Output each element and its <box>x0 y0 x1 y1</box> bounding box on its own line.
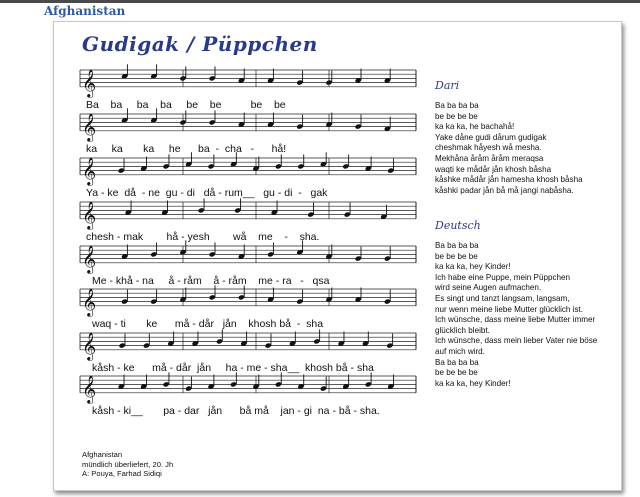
lyric-line-1: Ba ba ba ba be be be be <box>86 99 286 111</box>
treble-clef-icon: 𝄞 <box>82 287 97 316</box>
deutsch-line: nur wenn meine liebe Mutter glücklich ist. <box>435 304 584 314</box>
deutsch-line: Ich wünsche, dass mein lieber Vater nie böse <box>435 336 598 346</box>
dari-line: ka ka ka, he bachahå! <box>435 122 515 132</box>
footer-line: A: Pouya, Farhad Sidiqi <box>82 469 162 479</box>
deutsch-line: be be be be <box>435 251 478 261</box>
treble-clef-icon: 𝄞 <box>82 374 97 403</box>
dari-line: be be be be <box>435 111 478 121</box>
treble-clef-icon: 𝄞 <box>82 112 97 141</box>
lyric-line-7: kåsh - ke må - dår jån ha - me - sha__ khosh bå - sha <box>92 362 374 374</box>
deutsch-line: Ba ba ba ba <box>435 241 479 250</box>
treble-clef-icon: 𝄞 <box>82 68 97 97</box>
lyric-line-6: waq - ti ke må - dår jån khosh bå - sha <box>92 318 324 330</box>
deutsch-line: ka ka ka, hey Kinder! <box>435 262 511 272</box>
deutsch-line: Ich habe eine Puppe, mein Püppchen <box>435 272 570 282</box>
treble-clef-icon: 𝄞 <box>82 156 97 185</box>
dari-line: Ba ba ba ba <box>435 101 479 110</box>
dari-lyrics <box>435 101 583 196</box>
lyric-line-4: chesh - mak hå - yesh wå me - sha. <box>86 231 320 243</box>
deutsch-lyrics <box>435 241 597 389</box>
dari-line: cheshmak håyesh wå mesha. <box>435 143 542 153</box>
deutsch-line: Es singt und tanzt langsam, langsam, <box>435 293 570 303</box>
deutsch-line: auf mich wird. <box>435 346 485 356</box>
footer-line: mündlich überliefert, 20. Jh <box>82 459 174 469</box>
deutsch-line: be be be be <box>435 368 478 378</box>
treble-clef-icon: 𝄞 <box>82 244 97 273</box>
treble-clef-icon: 𝄞 <box>82 200 97 229</box>
deutsch-line: ka ka ka, hey Kinder! <box>435 378 511 388</box>
dari-heading: Dari <box>435 79 460 92</box>
dari-line: waqti ke mådår jån khosh båsha <box>435 164 552 174</box>
top-bar <box>0 0 640 3</box>
deutsch-heading: Deutsch <box>435 219 481 232</box>
dari-line: kåshki padar jån bå må jangi nabåsha. <box>435 185 574 195</box>
deutsch-line: wird seine Augen aufmachen. <box>435 283 542 293</box>
lyric-line-5: Me - khå - na å - råm å - råm me - ra - qsa <box>92 275 330 287</box>
treble-clef-icon: 𝄞 <box>82 331 97 360</box>
dari-line: kåshke mådår jån hamesha khosh båsha <box>435 175 583 185</box>
lyric-line-8: kåsh - ki__ pa - dar jån bå må jan - gi na - bå - sha. <box>92 405 380 417</box>
song-title: Gudigak / Püppchen <box>82 32 318 56</box>
sheet-music-page <box>53 21 622 491</box>
document-header-title: Afghanistan <box>44 4 126 18</box>
dari-line: Mekhåna åråm åråm meraqsa <box>435 153 544 163</box>
source-footer <box>82 450 173 479</box>
deutsch-line: Ba ba ba ba <box>435 357 479 367</box>
footer-line: Afghanistan <box>82 450 123 459</box>
deutsch-line: glücklich bleibt. <box>435 325 490 335</box>
dari-line: Yake dåne gudi dårum gudigak <box>435 132 547 142</box>
deutsch-line: Ich wünsche, dass meine liebe Mutter immer <box>435 315 596 325</box>
lyric-line-2: ka ka ka he ba - cha - hå! <box>86 143 287 155</box>
lyric-line-3: Ya - ke då - ne gu - di då - rum__ gu - di - gak <box>86 187 328 199</box>
